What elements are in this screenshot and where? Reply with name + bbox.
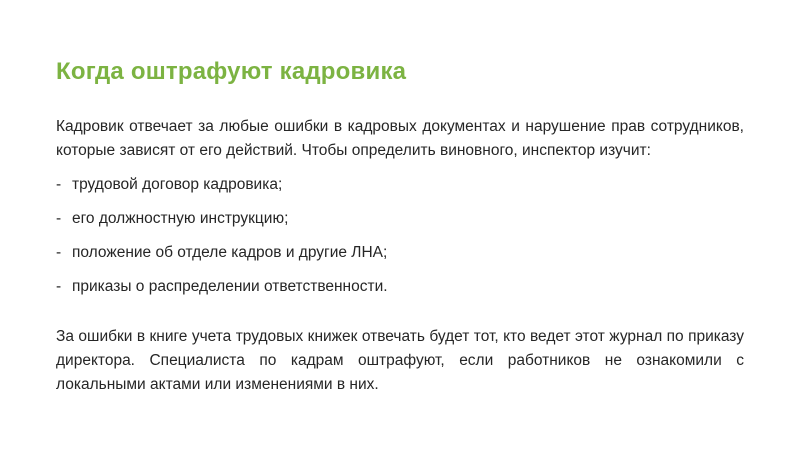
- list-item: [56, 207, 744, 231]
- list-item: [56, 173, 744, 197]
- document-list: [56, 173, 744, 299]
- list-item-text: положение об отделе кадров и другие ЛНА;: [72, 244, 388, 261]
- list-item: [56, 275, 744, 299]
- intro-paragraph: Кадровик отвечает за любые ошибки в кадровых документах и нарушение прав сотрудников, которые зависят от его действий. Чтобы определить виновного, инспектор изучит:: [56, 118, 744, 159]
- list-item: [56, 241, 744, 265]
- slide-title: Когда оштрафуют кадровика: [56, 58, 407, 85]
- list-item-text: приказы о распределении ответственности.: [72, 278, 388, 295]
- list-marker: -: [56, 278, 62, 295]
- list-item-text: трудовой договор кадровика;: [72, 176, 283, 193]
- list-marker: -: [56, 244, 62, 261]
- list-item-text: его должностную инструкцию;: [72, 210, 289, 227]
- list-marker: -: [56, 210, 62, 227]
- list-marker: -: [56, 176, 62, 193]
- conclusion-paragraph: За ошибки в книге учета трудовых книжек отвечать будет тот, кто ведет этот журнал по приказу директора. Специалиста по кадрам оштрафуют, если работников не ознакомили с локальными актами или изменениями в них.: [56, 328, 744, 393]
- slide-body: [56, 115, 744, 397]
